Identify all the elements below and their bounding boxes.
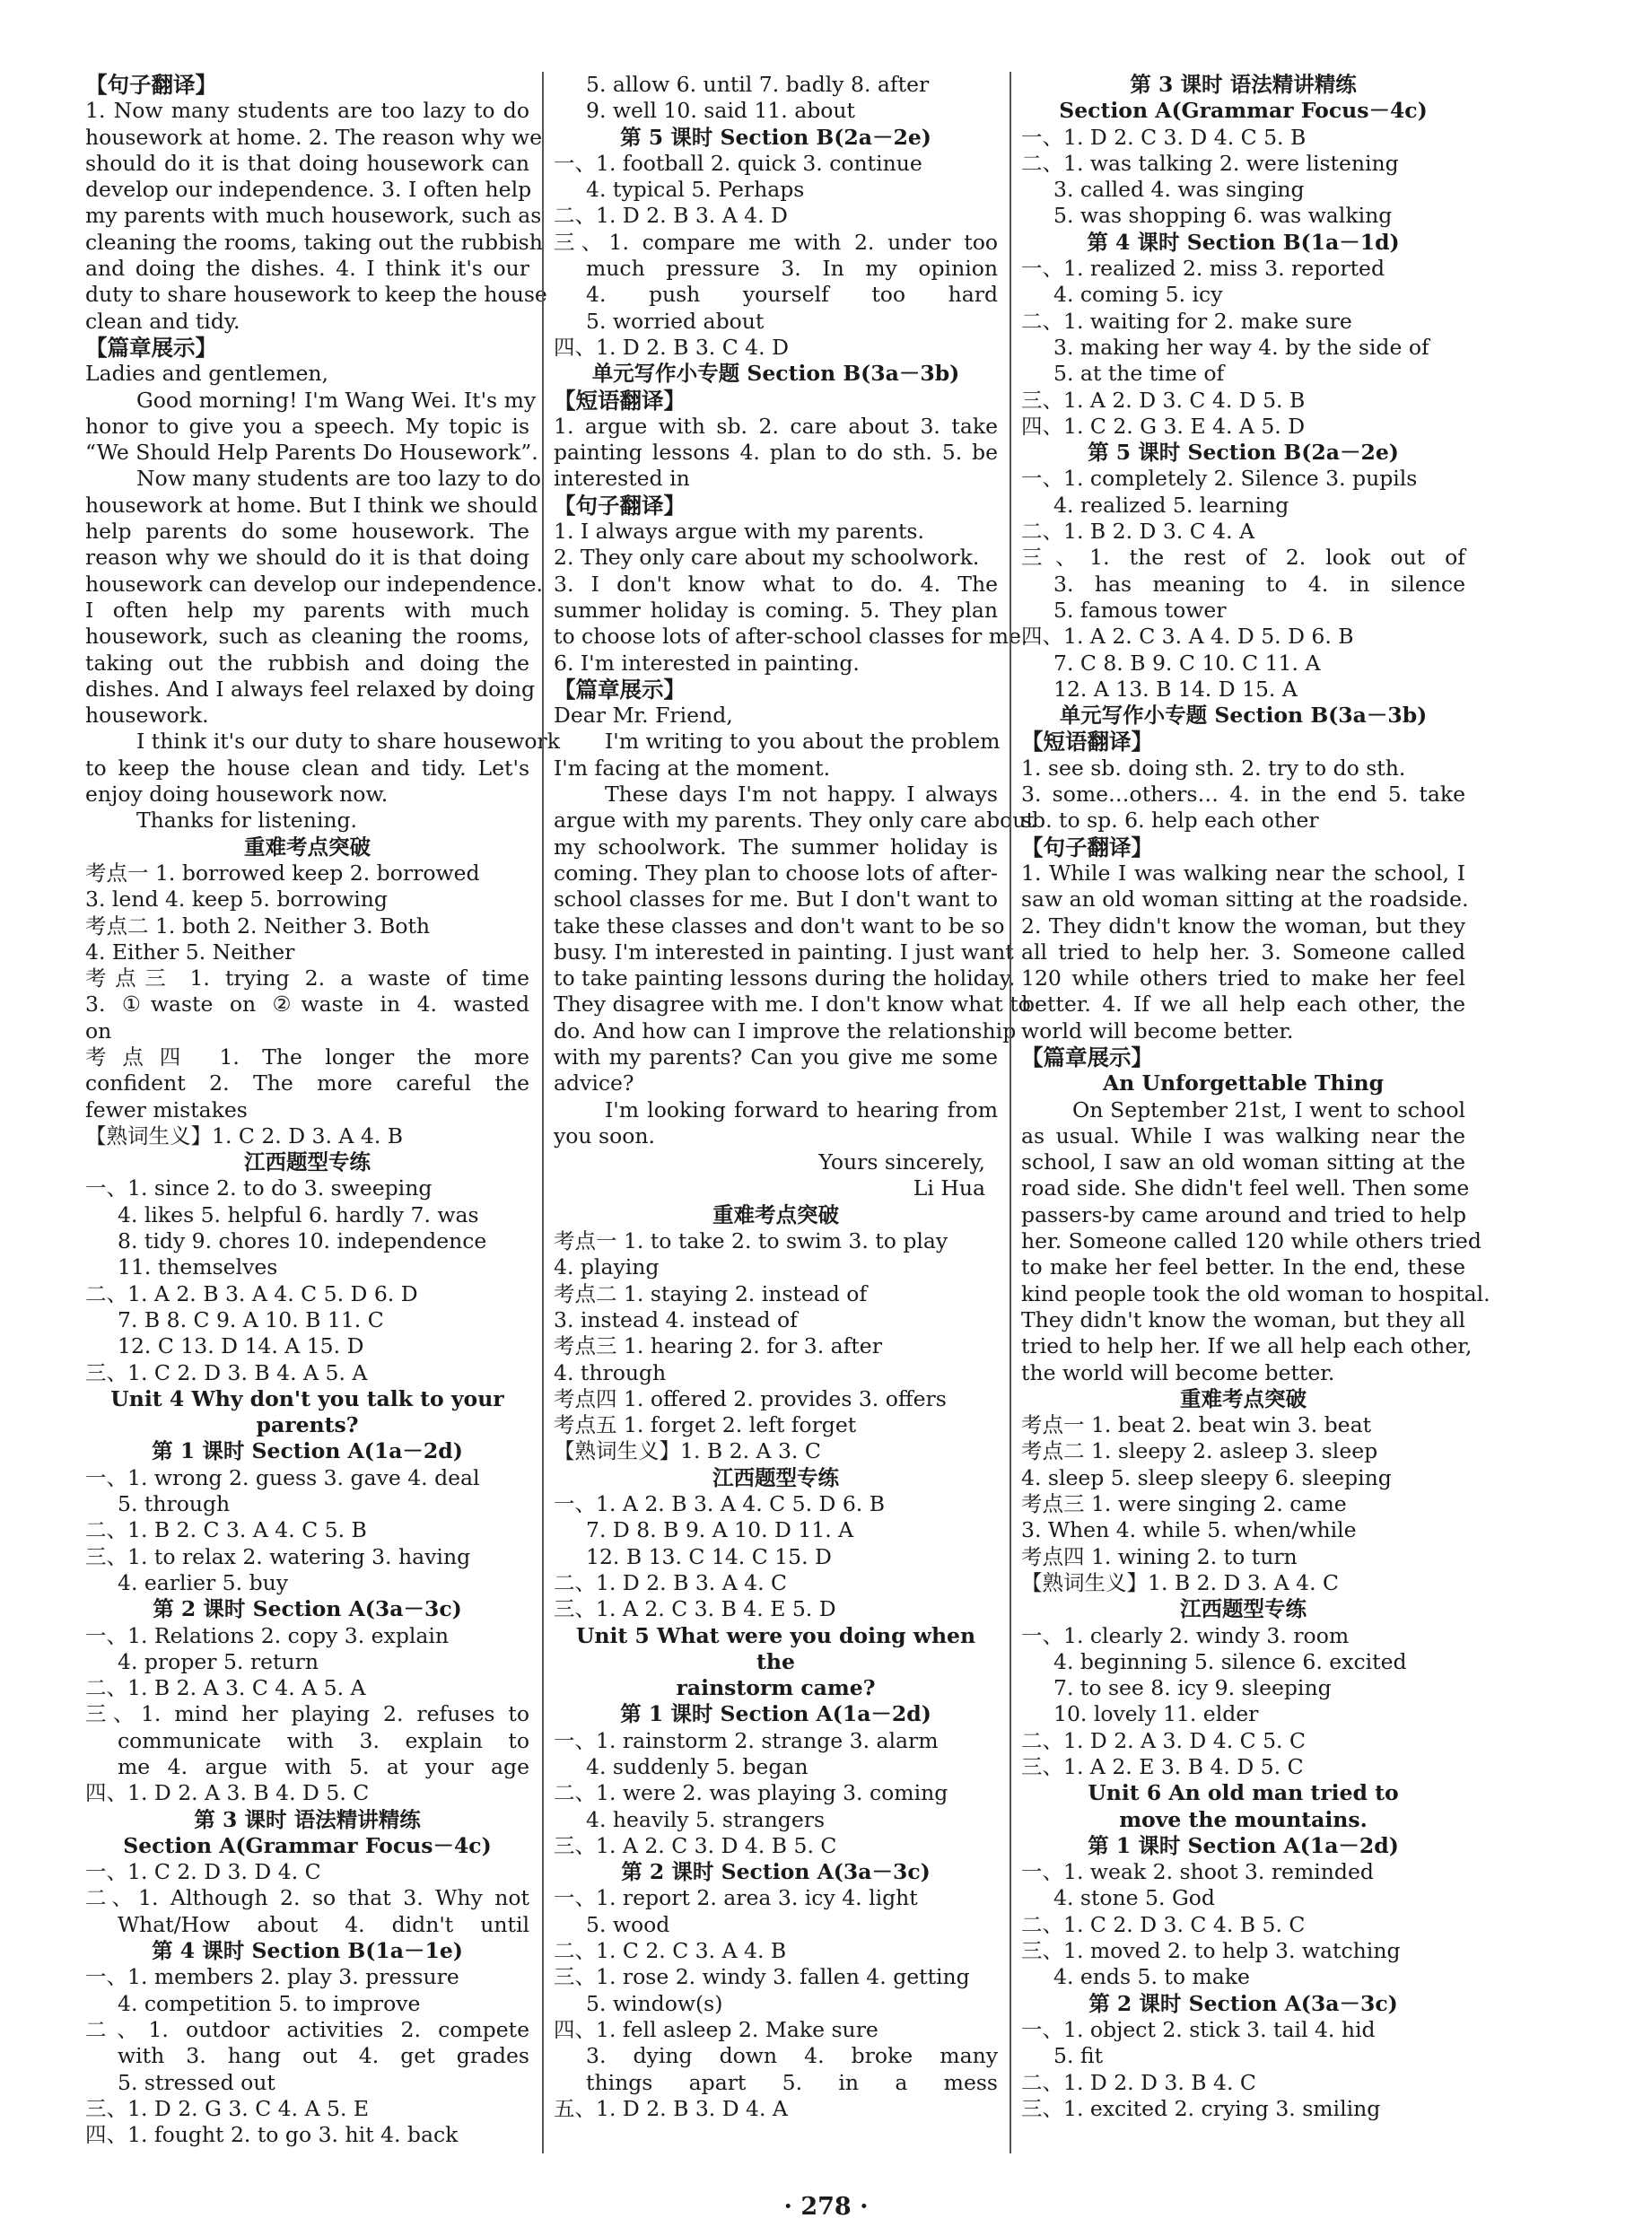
text-line: busy. I'm interested in painting. I just want xyxy=(554,939,1014,965)
text-line: world will become better. xyxy=(1021,1017,1294,1044)
text-line: 考点一 1. to take 2. to swim 3. to play xyxy=(554,1228,948,1254)
text-line: clean and tidy. xyxy=(85,308,240,334)
text-line: 3. making her way 4. by the side of xyxy=(1053,334,1429,360)
text-line: 考点二 1. both 2. Neither 3. Both xyxy=(85,913,431,939)
column-divider xyxy=(1010,72,1011,2153)
section-heading: An Unforgettable Thing xyxy=(1102,1070,1385,1096)
text-line: 5. at the time of xyxy=(1053,361,1225,387)
section-heading: 第 2 课时 Section A(3a－3c) xyxy=(1088,1990,1398,2016)
text-line: 二、1. Although 2. so that 3. Why not xyxy=(85,1885,529,1911)
text-line: 三、1. rose 2. windy 3. fallen 4. getting xyxy=(554,1964,970,1990)
section-heading: 第 3 课时 语法精讲精练 xyxy=(194,1806,421,1832)
text-line: enjoy doing housework now. xyxy=(85,782,389,808)
text-line: with my parents? Can you give me some xyxy=(554,1044,998,1070)
text-line: 5. was shopping 6. was walking xyxy=(1053,203,1393,229)
text-line: 考点二 1. sleepy 2. asleep 3. sleep xyxy=(1021,1438,1378,1464)
section-heading: 江西题型专练 xyxy=(1180,1596,1307,1622)
text-line: 【熟词生义】1. B 2. A 3. C xyxy=(554,1438,821,1464)
text-line: 4. stone 5. God xyxy=(1053,1885,1215,1911)
text-line: 一、1. football 2. quick 3. continue xyxy=(554,150,922,176)
text-line: I'm looking forward to hearing from xyxy=(605,1096,998,1122)
text-line: 一、1. since 2. to do 3. sweeping xyxy=(85,1175,433,1201)
section-heading: 第 2 课时 Section A(3a－3c) xyxy=(153,1596,462,1622)
text-line: confident 2. The more careful the xyxy=(85,1070,529,1096)
text-line: 5. worried about xyxy=(586,308,765,334)
section-heading: 重难考点突破 xyxy=(712,1201,839,1227)
section-heading: 江西题型专练 xyxy=(712,1464,839,1490)
section-heading: 【句子翻译】 xyxy=(1021,834,1153,860)
text-line: and doing the dishes. 4. I think it's our xyxy=(85,256,529,282)
text-line: 二、1. D 2. B 3. A 4. C xyxy=(554,1569,788,1595)
text-line: 三、1. A 2. C 3. D 4. B 5. C xyxy=(554,1832,837,1858)
text-line: housework can develop our independence. xyxy=(85,571,543,597)
text-line: 12. C 13. D 14. A 15. D xyxy=(118,1333,364,1359)
section-heading: 【篇章展示】 xyxy=(85,334,217,361)
text-line: 二、1. B 2. D 3. C 4. A xyxy=(1021,519,1255,545)
text-line: 10. lovely 11. elder xyxy=(1053,1701,1259,1727)
text-line: 2. They only care about my schoolwork. xyxy=(554,545,980,571)
text-line: Thanks for listening. xyxy=(136,808,358,834)
text-line: 二、1. waiting for 2. make sure xyxy=(1021,308,1352,334)
section-heading: 【句子翻译】 xyxy=(554,492,686,519)
section-heading: 重难考点突破 xyxy=(244,834,371,860)
text-line: much pressure 3. In my opinion xyxy=(586,256,998,282)
text-line: 4. playing xyxy=(554,1254,660,1280)
text-line: 4. competition 5. to improve xyxy=(118,1990,421,2016)
text-line: 7. C 8. B 9. C 10. C 11. A xyxy=(1053,650,1321,676)
text-line: 4. ends 5. to make xyxy=(1053,1964,1250,1990)
text-line: 【熟词生义】1. B 2. D 3. A 4. C xyxy=(1021,1569,1340,1595)
text-line: dishes. And I always feel relaxed by doing xyxy=(85,676,536,702)
text-line: These days I'm not happy. I always xyxy=(605,782,998,808)
text-line: 3. dying down 4. broke many xyxy=(586,2043,998,2069)
text-line: 【熟词生义】1. C 2. D 3. A 4. B xyxy=(85,1122,404,1148)
text-line: to take painting lessons during the holiday. xyxy=(554,965,1016,991)
text-line: 一、1. D 2. C 3. D 4. C 5. B xyxy=(1021,124,1307,150)
text-line: 11. themselves xyxy=(118,1254,278,1280)
section-heading: rainstorm came? xyxy=(676,1675,876,1701)
text-line: sb. to sp. 6. help each other xyxy=(1021,808,1319,834)
text-line: On September 21st, I went to school xyxy=(1072,1096,1465,1122)
text-line: the world will become better. xyxy=(1021,1359,1335,1385)
text-line: Ladies and gentlemen, xyxy=(85,361,329,387)
text-line: 二、1. D 2. A 3. D 4. C 5. C xyxy=(1021,1727,1306,1753)
text-line: 12. A 13. B 14. D 15. A xyxy=(1053,676,1298,702)
section-heading: 第 5 课时 Section B(2a－2e) xyxy=(1088,440,1399,466)
section-heading: 第 1 课时 Section A(1a－2d) xyxy=(152,1438,463,1464)
text-line: my parents with much housework, such as xyxy=(85,203,542,229)
answer-column-2 xyxy=(554,72,1035,2122)
text-line: 考点一 1. borrowed keep 2. borrowed xyxy=(85,860,480,886)
text-line: reason why we should do it is that doing xyxy=(85,545,529,571)
text-line: 二、1. was talking 2. were listening xyxy=(1021,150,1399,176)
text-line: do. And how can I improve the relationship xyxy=(554,1017,1017,1044)
text-line: 四、1. A 2. C 3. A 4. D 5. D 6. B xyxy=(1021,624,1354,650)
text-line: argue with my parents. They only care about xyxy=(554,808,1035,834)
text-line: 三、1. mind her playing 2. refuses to xyxy=(85,1701,529,1727)
text-line: to keep the house clean and tidy. Let's xyxy=(85,755,529,781)
text-line: my schoolwork. The summer holiday is xyxy=(554,834,998,860)
text-line: 5. allow 6. until 7. badly 8. after xyxy=(586,72,930,97)
text-line: housework at home. 2. The reason why we xyxy=(85,124,542,150)
text-line: kind people took the old woman to hospital. xyxy=(1021,1280,1490,1306)
text-line: 12. B 13. C 14. C 15. D xyxy=(586,1543,832,1569)
text-line: 一、1. completely 2. Silence 3. pupils xyxy=(1021,466,1418,492)
section-heading: 【短语翻译】 xyxy=(1021,729,1153,755)
text-line: 二、1. D 2. B 3. A 4. D xyxy=(554,203,788,229)
text-line: 7. D 8. B 9. A 10. D 11. A xyxy=(586,1517,854,1543)
text-line: road side. She didn't feel well. Then some xyxy=(1021,1175,1470,1201)
answer-column-1 xyxy=(85,72,560,2148)
section-heading: Unit 4 Why don't you talk to your parents? xyxy=(110,1385,504,1438)
text-line: I'm facing at the moment. xyxy=(554,755,831,781)
text-line: as usual. While I was walking near the xyxy=(1021,1122,1465,1148)
text-line: 考点四 1. offered 2. provides 3. offers xyxy=(554,1385,947,1411)
text-line: 4. realized 5. learning xyxy=(1053,492,1289,518)
text-line: 3. When 4. while 5. when/while xyxy=(1021,1517,1357,1543)
section-heading: 单元写作小专题 Section B(3a－3b) xyxy=(1059,703,1428,729)
text-line: honor to give you a speech. My topic is xyxy=(85,413,529,439)
text-line: 三、1. D 2. G 3. C 4. A 5. E xyxy=(85,2095,370,2121)
text-line: Dear Mr. Friend, xyxy=(554,703,733,729)
text-line: 一、1. wrong 2. guess 3. gave 4. deal xyxy=(85,1464,480,1490)
text-line: 3. I don't know what to do. 4. The xyxy=(554,571,998,597)
answer-column-3 xyxy=(1021,72,1490,2122)
text-line: 1. While I was walking near the school, I xyxy=(1021,860,1465,886)
text-line: 考点三 1. hearing 2. for 3. after xyxy=(554,1333,882,1359)
text-line: school classes for me. But I don't want to xyxy=(554,886,998,913)
text-line: 5. window(s) xyxy=(586,1990,723,2016)
text-line: 7. to see 8. icy 9. sleeping xyxy=(1053,1675,1332,1701)
text-line: 4. sleep 5. sleep sleepy 6. sleeping xyxy=(1021,1464,1392,1490)
text-line: 5. famous tower xyxy=(1053,597,1227,623)
text-line: 考点三 1. trying 2. a waste of time xyxy=(85,965,529,991)
text-line: 3. has meaning to 4. in silence xyxy=(1053,571,1465,597)
text-line: 考点四 1. The longer the more xyxy=(85,1044,529,1070)
text-line: passers-by came around and tried to help xyxy=(1021,1201,1467,1227)
text-line: They didn't know the woman, but they all xyxy=(1021,1306,1465,1332)
text-line: 4. through xyxy=(554,1359,667,1385)
text-line: 3. instead 4. instead of xyxy=(554,1306,798,1332)
text-line: advice? xyxy=(554,1070,634,1096)
section-heading: 第 2 课时 Section A(3a－3c) xyxy=(621,1859,931,1885)
text-line: “We Should Help Parents Do Housework”. xyxy=(85,440,538,466)
text-line: 5. fit xyxy=(1053,2043,1104,2069)
text-line: Yours sincerely, xyxy=(818,1149,985,1175)
text-line: 4. proper 5. return xyxy=(118,1648,319,1674)
text-line: 一、1. C 2. D 3. D 4. C xyxy=(85,1859,321,1885)
text-line: 二、1. B 2. A 3. C 4. A 5. A xyxy=(85,1675,366,1701)
text-line: all tried to help her. 3. Someone called xyxy=(1021,939,1465,965)
section-heading: 【篇章展示】 xyxy=(1021,1044,1153,1070)
section-heading: 第 1 课时 Section A(1a－2d) xyxy=(1088,1832,1399,1858)
text-line: 一、1. object 2. stick 3. tail 4. hid xyxy=(1021,2016,1376,2042)
text-line: 6. I'm interested in painting. xyxy=(554,650,860,676)
text-line: 四、1. fought 2. to go 3. hit 4. back xyxy=(85,2122,459,2148)
text-line: 三、1. compare me with 2. under too xyxy=(554,229,998,255)
text-line: 二、1. B 2. C 3. A 4. C 5. B xyxy=(85,1517,367,1543)
text-line: 考点一 1. beat 2. beat win 3. beat xyxy=(1021,1412,1372,1438)
text-line: 8. tidy 9. chores 10. independence xyxy=(118,1228,487,1254)
text-line: housework, such as cleaning the rooms, xyxy=(85,624,529,650)
section-heading: Unit 5 What were you doing when the xyxy=(575,1622,976,1674)
text-line: coming. They plan to choose lots of after- xyxy=(554,860,998,886)
text-line: communicate with 3. explain to xyxy=(118,1727,529,1753)
text-line: 四、1. C 2. G 3. E 4. A 5. D xyxy=(1021,413,1306,439)
text-line: 9. well 10. said 11. about xyxy=(586,98,855,124)
text-line: better. 4. If we all help each other, the xyxy=(1021,991,1465,1017)
text-line: 4. earlier 5. buy xyxy=(118,1569,289,1595)
text-line: 3. called 4. was singing xyxy=(1053,177,1305,203)
text-line: 7. B 8. C 9. A 10. B 11. C xyxy=(118,1306,384,1332)
text-line: saw an old woman sitting at the roadside. xyxy=(1021,886,1469,913)
text-line: 考点五 1. forget 2. left forget xyxy=(554,1412,857,1438)
section-heading: 【篇章展示】 xyxy=(554,676,686,703)
section-heading: Unit 6 An old man tried to xyxy=(1088,1780,1399,1806)
text-line: 二、1. C 2. D 3. C 4. B 5. C xyxy=(1021,1911,1306,1937)
text-line: I'm writing to you about the problem xyxy=(605,729,1001,755)
text-line: Li Hua xyxy=(913,1175,985,1201)
text-line: 2. They didn't know the woman, but they xyxy=(1021,913,1465,939)
section-heading: 第 5 课时 Section B(2a－2e) xyxy=(620,124,931,150)
section-heading: 单元写作小专题 Section B(3a－3b) xyxy=(591,361,960,387)
text-line: They disagree with me. I don't know what to xyxy=(554,991,1031,1017)
text-line: 考点四 1. wining 2. to turn xyxy=(1021,1543,1298,1569)
text-line: cleaning the rooms, taking out the rubbish xyxy=(85,229,543,255)
section-heading: 【句子翻译】 xyxy=(85,72,217,98)
text-line: 120 while others tried to make her feel xyxy=(1021,965,1465,991)
text-line: 四、1. D 2. A 3. B 4. D 5. C xyxy=(85,1780,370,1806)
text-line: fewer mistakes xyxy=(85,1096,248,1122)
text-line: 三、1. C 2. D 3. B 4. A 5. A xyxy=(85,1359,368,1385)
text-line: 一、1. clearly 2. windy 3. room xyxy=(1021,1622,1350,1648)
text-line: take these classes and don't want to be so xyxy=(554,913,1005,939)
section-heading: 第 3 课时 语法精讲精练 xyxy=(1130,72,1357,97)
text-line: 一、1. realized 2. miss 3. reported xyxy=(1021,256,1385,282)
text-line: 三、1. the rest of 2. look out of xyxy=(1021,545,1465,571)
text-line: 1. I always argue with my parents. xyxy=(554,519,924,545)
section-heading: Section A(Grammar Focus－4c) xyxy=(123,1832,492,1858)
text-line: 二、1. A 2. B 3. A 4. C 5. D 6. D xyxy=(85,1280,418,1306)
text-line: 3. lend 4. keep 5. borrowing xyxy=(85,886,388,913)
text-line: to make her feel better. In the end, these xyxy=(1021,1254,1465,1280)
text-line: What/How about 4. didn't until xyxy=(118,1911,529,1937)
text-line: 4. heavily 5. strangers xyxy=(586,1806,826,1832)
text-line: taking out the rubbish and doing the xyxy=(85,650,529,676)
text-line: tried to help her. If we all help each other, xyxy=(1021,1333,1473,1359)
text-line: 二、1. C 2. C 3. A 4. B xyxy=(554,1938,787,1964)
text-line: housework at home. But I think we should xyxy=(85,492,538,518)
text-line: to choose lots of after-school classes for me. xyxy=(554,624,1028,650)
text-line: I often help my parents with much xyxy=(85,597,529,623)
text-line: 考点二 1. staying 2. instead of xyxy=(554,1280,868,1306)
text-line: 4. typical 5. Perhaps xyxy=(586,177,805,203)
text-line: I think it's our duty to share housework xyxy=(136,729,560,755)
text-line: 一、1. report 2. area 3. icy 4. light xyxy=(554,1885,918,1911)
text-line: 五、1. D 2. B 3. D 4. A xyxy=(554,2095,788,2121)
text-line: 二、1. outdoor activities 2. compete xyxy=(85,2016,529,2042)
column-divider xyxy=(542,72,544,2153)
section-heading: Section A(Grammar Focus－4c) xyxy=(1059,98,1428,124)
text-line: summer holiday is coming. 5. They plan xyxy=(554,597,998,623)
text-line: 1. argue with sb. 2. care about 3. take xyxy=(554,413,998,439)
text-line: 3. ①waste on ②waste in 4. wasted xyxy=(85,991,529,1017)
text-line: me 4. argue with 5. at your age xyxy=(118,1754,529,1779)
text-line: 四、1. fell asleep 2. Make sure xyxy=(554,2016,878,2042)
text-line: duty to share housework to keep the house xyxy=(85,282,547,308)
text-line: interested in xyxy=(554,466,690,492)
text-line: 4. push yourself too hard xyxy=(586,282,998,308)
text-line: 三、1. excited 2. crying 3. smiling xyxy=(1021,2095,1381,2121)
section-heading: 第 4 课时 Section B(1a－1e) xyxy=(152,1938,463,1964)
text-line: help parents do some housework. The xyxy=(85,519,529,545)
text-line: 一、1. members 2. play 3. pressure xyxy=(85,1964,459,1990)
section-heading: 第 4 课时 Section B(1a－1d) xyxy=(1087,229,1400,255)
section-heading: 江西题型专练 xyxy=(244,1149,371,1175)
text-line: 1. see sb. doing sth. 2. try to do sth. xyxy=(1021,755,1406,781)
text-line: 一、1. A 2. B 3. A 4. C 5. D 6. B xyxy=(554,1491,886,1517)
text-line: you soon. xyxy=(554,1122,655,1148)
text-line: 5. wood xyxy=(586,1911,670,1937)
text-line: 三、1. A 2. D 3. C 4. D 5. B xyxy=(1021,387,1306,413)
text-line: 4. beginning 5. silence 6. excited xyxy=(1053,1648,1407,1674)
text-line: Good morning! I'm Wang Wei. It's my xyxy=(136,387,537,413)
text-line: 4. Either 5. Neither xyxy=(85,939,295,965)
text-line: 3. some…others… 4. in the end 5. take xyxy=(1021,782,1465,808)
section-heading: 【短语翻译】 xyxy=(554,387,686,414)
text-line: 三、1. A 2. E 3. B 4. D 5. C xyxy=(1021,1754,1304,1779)
section-heading: 第 1 课时 Section A(1a－2d) xyxy=(620,1701,931,1727)
text-line: Now many students are too lazy to do xyxy=(136,466,541,492)
text-line: 5. through xyxy=(118,1491,231,1517)
text-line: 一、1. Relations 2. copy 3. explain xyxy=(85,1622,450,1648)
text-line: 4. suddenly 5. began xyxy=(586,1754,809,1779)
text-line: should do it is that doing housework can xyxy=(85,150,529,176)
text-line: 5. stressed out xyxy=(118,2069,275,2095)
text-line: develop our independence. 3. I often help xyxy=(85,177,532,203)
page-number: · 278 · xyxy=(783,2193,869,2221)
text-line: school, I saw an old woman sitting at the xyxy=(1021,1149,1465,1175)
text-line: her. Someone called 120 while others tried xyxy=(1021,1228,1482,1254)
text-line: 1. Now many students are too lazy to do xyxy=(85,98,529,124)
text-line: 四、1. D 2. B 3. C 4. D xyxy=(554,334,789,360)
text-line: 考点三 1. were singing 2. came xyxy=(1021,1491,1347,1517)
text-line: with 3. hang out 4. get grades xyxy=(118,2043,529,2069)
text-line: 三、1. moved 2. to help 3. watching xyxy=(1021,1938,1401,1964)
text-line: housework. xyxy=(85,703,209,729)
text-line: 4. likes 5. helpful 6. hardly 7. was xyxy=(118,1201,479,1227)
text-line: 二、1. D 2. D 3. B 4. C xyxy=(1021,2069,1256,2095)
text-line: 4. coming 5. icy xyxy=(1053,282,1223,308)
text-line: 一、1. rainstorm 2. strange 3. alarm xyxy=(554,1727,939,1753)
text-line: 二、1. were 2. was playing 3. coming xyxy=(554,1780,948,1806)
text-line: things apart 5. in a mess xyxy=(586,2069,998,2095)
text-line: painting lessons 4. plan to do sth. 5. be xyxy=(554,440,998,466)
section-heading: 重难考点突破 xyxy=(1180,1385,1307,1411)
section-heading: move the mountains. xyxy=(1119,1806,1368,1832)
text-line: 一、1. weak 2. shoot 3. reminded xyxy=(1021,1859,1374,1885)
text-line: 三、1. to relax 2. watering 3. having xyxy=(85,1543,471,1569)
text-line: 三、1. A 2. C 3. B 4. E 5. D xyxy=(554,1596,836,1622)
text-line: on xyxy=(85,1017,112,1044)
